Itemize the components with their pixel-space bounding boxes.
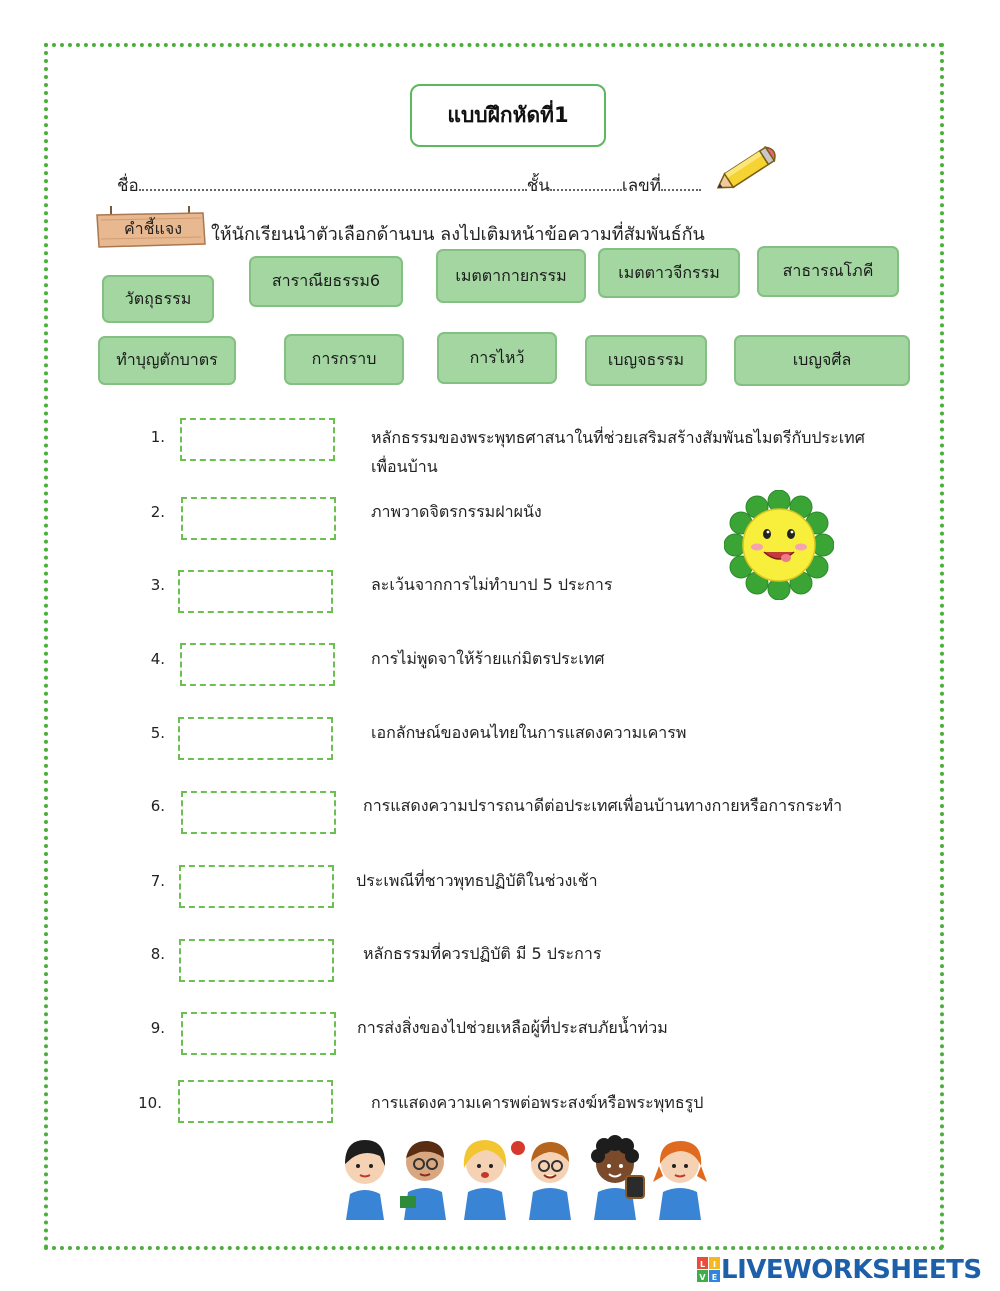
option-tile[interactable]: เมตตากายกรรม bbox=[436, 249, 586, 303]
question-number: 8. bbox=[150, 945, 165, 963]
question-number: 1. bbox=[150, 428, 165, 446]
class-blank bbox=[550, 175, 622, 191]
question-number: 2. bbox=[150, 503, 165, 521]
option-tile[interactable]: เบญจศีล bbox=[734, 335, 910, 386]
question-text: หลักธรรมของพระพุทธศาสนาในที่ช่วยเสริมสร้างสัมพันธไมตรีกับประเทศ bbox=[371, 428, 865, 447]
live-badge-icon bbox=[697, 1257, 721, 1283]
name-blank bbox=[139, 175, 527, 191]
answer-box[interactable] bbox=[179, 939, 334, 982]
svg-text:I: I bbox=[713, 1260, 716, 1269]
question-text-continued: เพื่อนบ้าน bbox=[371, 457, 438, 476]
option-tile[interactable]: เบญจธรรม bbox=[585, 335, 707, 386]
svg-text:V: V bbox=[699, 1273, 706, 1282]
question-number: 5. bbox=[150, 724, 165, 742]
name-label: ชื่อ bbox=[117, 176, 139, 196]
question-number: 4. bbox=[150, 650, 165, 668]
answer-box[interactable] bbox=[180, 643, 335, 686]
question-text: ภาพวาดจิตรกรรมฝาผนัง bbox=[371, 502, 542, 521]
children-illustration bbox=[340, 1134, 720, 1220]
number-label: เลขที่ bbox=[621, 176, 661, 196]
logo-text: LIVEWORKSHEETS bbox=[721, 1255, 982, 1285]
number-blank bbox=[661, 175, 701, 191]
question-number: 7. bbox=[150, 872, 165, 890]
option-tile[interactable]: วัตถุธรรม bbox=[102, 275, 214, 323]
student-info-line bbox=[117, 172, 701, 199]
answer-box[interactable] bbox=[181, 497, 336, 540]
smiling-flower-icon bbox=[724, 490, 834, 600]
question-number: 9. bbox=[150, 1019, 165, 1037]
instruction-label: คำชี้แจง bbox=[123, 219, 183, 238]
option-tile[interactable]: สาราณียธรรม6 bbox=[249, 256, 403, 307]
option-tile[interactable]: การไหว้ bbox=[437, 332, 557, 384]
question-text: ละเว้นจากการไม่ทำบาป 5 ประการ bbox=[371, 575, 613, 594]
answer-box[interactable] bbox=[180, 418, 335, 461]
worksheet-title: แบบฝึกหัดที่1 bbox=[410, 84, 606, 147]
question-text: ประเพณีที่ชาวพุทธปฏิบัติในช่วงเช้า bbox=[356, 871, 598, 890]
option-tile[interactable]: สาธารณโภคี bbox=[757, 246, 899, 297]
liveworksheets-logo bbox=[697, 1255, 982, 1285]
svg-text:L: L bbox=[699, 1260, 706, 1269]
answer-box[interactable] bbox=[178, 570, 333, 613]
question-text: การส่งสิ่งของไปช่วยเหลือผู้ที่ประสบภัยน้ำท่วม bbox=[357, 1018, 668, 1037]
question-text: หลักธรรมที่ควรปฏิบัติ มี 5 ประการ bbox=[363, 944, 602, 963]
answer-box[interactable] bbox=[181, 1012, 336, 1055]
pencil-icon bbox=[712, 142, 782, 198]
answer-box[interactable] bbox=[179, 865, 334, 908]
answer-box[interactable] bbox=[178, 1080, 333, 1123]
question-number: 3. bbox=[150, 576, 165, 594]
answer-box[interactable] bbox=[178, 717, 333, 760]
question-text: การไม่พูดจาให้ร้ายแก่มิตรประเทศ bbox=[371, 649, 605, 668]
option-tile[interactable]: ทำบุญตักบาตร bbox=[98, 336, 236, 385]
question-text: การแสดงความเคารพต่อพระสงฆ์หรือพระพุทธรูป bbox=[371, 1093, 704, 1112]
question-text: เอกลักษณ์ของคนไทยในการแสดงความเคารพ bbox=[371, 723, 687, 742]
question-text: การแสดงความปรารถนาดีต่อประเทศเพื่อนบ้านทางกายหรือการกระทำ bbox=[363, 796, 843, 815]
svg-text:E: E bbox=[711, 1273, 718, 1282]
question-number: 10. bbox=[138, 1094, 162, 1112]
class-label: ชั้น bbox=[526, 176, 550, 196]
option-tile[interactable]: เมตตาวจีกรรม bbox=[598, 248, 740, 298]
question-number: 6. bbox=[150, 797, 165, 815]
option-tile[interactable]: การกราบ bbox=[284, 334, 404, 385]
instruction-text: ให้นักเรียนนำตัวเลือกด้านบน ลงไปเติมหน้าข้อความที่สัมพันธ์กัน bbox=[211, 224, 705, 245]
answer-box[interactable] bbox=[181, 791, 336, 834]
